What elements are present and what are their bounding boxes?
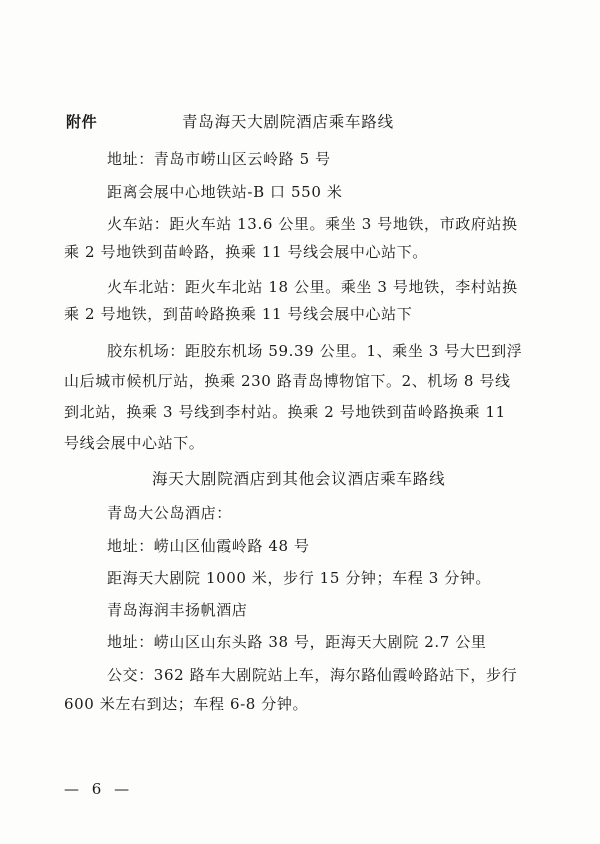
hotel2-bus-line1: 公交：362 路车大剧院站上车，海尔路仙霞岭路站下，步行 [107,666,518,684]
airport-route-line2: 山后城市候机厅站，换乘 230 路青岛博物馆下。2、机场 8 号线 [64,372,511,390]
airport-route-line3: 到北站，换乘 3 号线到李村站。换乘 2 号地铁到苗岭路换乘 11 [64,403,506,421]
page-title: 青岛海天大剧院酒店乘车路线 [182,113,394,131]
airport-route-line1: 胶东机场：距胶东机场 59.39 公里。1、乘坐 3 号大巴到浮 [107,342,523,360]
hotel1-name: 青岛大公岛酒店： [107,504,232,522]
metro-distance: 距离会展中心地铁站-B 口 550 米 [107,183,343,201]
airport-route-line4: 号线会展中心站下。 [64,434,205,452]
attachment-label: 附件 [66,113,98,131]
north-station-route-line1: 火车北站：距火车北站 18 公里。乘坐 3 号地铁，李村站换 [107,278,518,296]
hotel2-name: 青岛海润丰扬帆酒店 [107,601,248,619]
hotel2-address: 地址：崂山区山东头路 38 号，距海天大剧院 2.7 公里 [107,633,487,651]
hotel2-bus-line2: 600 米左右到达；车程 6-8 分钟。 [64,695,309,713]
train-station-route-line1: 火车站：距火车站 13.6 公里。乘坐 3 号地铁，市政府站换 [107,215,518,233]
hotel1-distance: 距海天大剧院 1000 米，步行 15 分钟；车程 3 分钟。 [107,569,492,587]
train-station-route-line2: 乘 2 号地铁到苗岭路，换乘 11 号线会展中心站下。 [64,243,428,261]
hotel1-address: 地址：崂山区仙霞岭路 48 号 [107,537,310,555]
section-title: 海天大剧院酒店到其他会议酒店乘车路线 [152,470,446,488]
north-station-route-line2: 乘 2 号地铁，到苗岭路换乘 11 号线会展中心站下 [64,305,413,323]
hotel-address: 地址：青岛市崂山区云岭路 5 号 [107,150,331,168]
page-number: — 6 — [64,780,134,798]
